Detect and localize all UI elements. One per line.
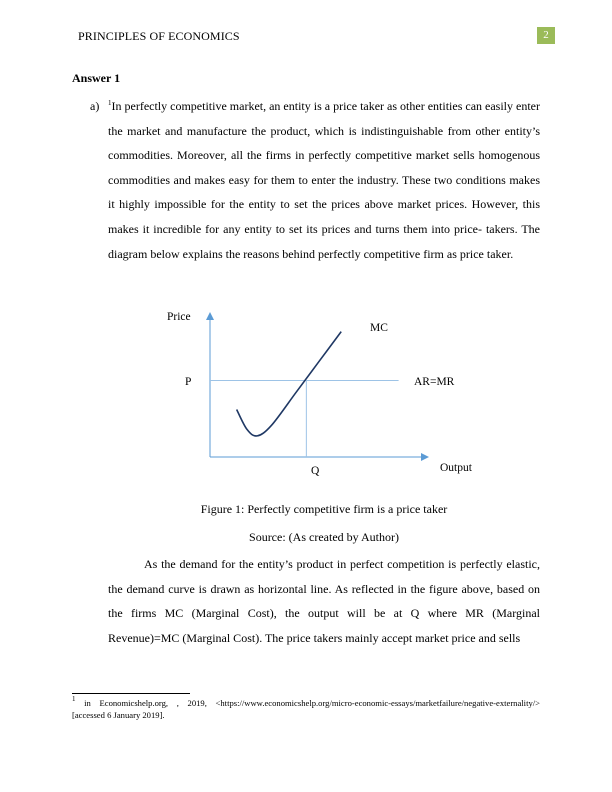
mc-curve [237, 332, 342, 436]
answer-paragraph-2: As the demand for the entity’s product in perfect competition is perfectly elastic, the demand curve is drawn as horizontal line. As reflected in the figure above, based on the firms MC (Marginal Cost), the output will be at Q where MR (Marginal Revenue)=MC (Marginal Cost). The price takers mainly accept market price and sells [108, 557, 540, 645]
figure-caption: Figure 1: Perfectly competitive firm is a price taker [200, 502, 448, 516]
footnote-text: in Economicshelp.org, , 2019, <https://www.economicshelp.org/micro-economic-essays/marketfailure/negative-externality/> [accessed 6 January 2019]. [72, 698, 540, 720]
footnote-marker: 1 [72, 695, 76, 703]
x-axis-label: Output [440, 462, 472, 474]
price-level-label: P [185, 376, 192, 388]
y-axis-label: Price [167, 311, 191, 323]
figure-source: Source: (As created by Author) [249, 530, 399, 544]
page-number-badge: 2 [537, 27, 555, 44]
answer-heading: Answer 1 [72, 71, 121, 85]
list-item-marker: a) [90, 99, 100, 113]
footnote-separator [72, 693, 190, 694]
ar-mr-label: AR=MR [414, 376, 455, 388]
footnote [72, 697, 540, 721]
footnote-reference[interactable]: 1 [108, 99, 112, 107]
paragraph-1-text: In perfectly competitive market, an entity is a price taker as other entities can easily enter the market and manufacture the product, which is indistinguishable from other entity’s commodities. Moreover, all the firms in perfectly competitive market sells homogenous commodities and makes easy for them to enter the industry. These two conditions makes it highly impossible for the entity to set the prices above market prices. However, this makes it incredible for any entity to set its prices and turns them into price- takers. The diagram below explains the reasons behind perfectly competitive firm as price taker. [108, 99, 540, 261]
running-header: PRINCIPLES OF ECONOMICS [78, 29, 240, 43]
quantity-label: Q [311, 465, 320, 477]
mc-label: MC [370, 322, 388, 334]
